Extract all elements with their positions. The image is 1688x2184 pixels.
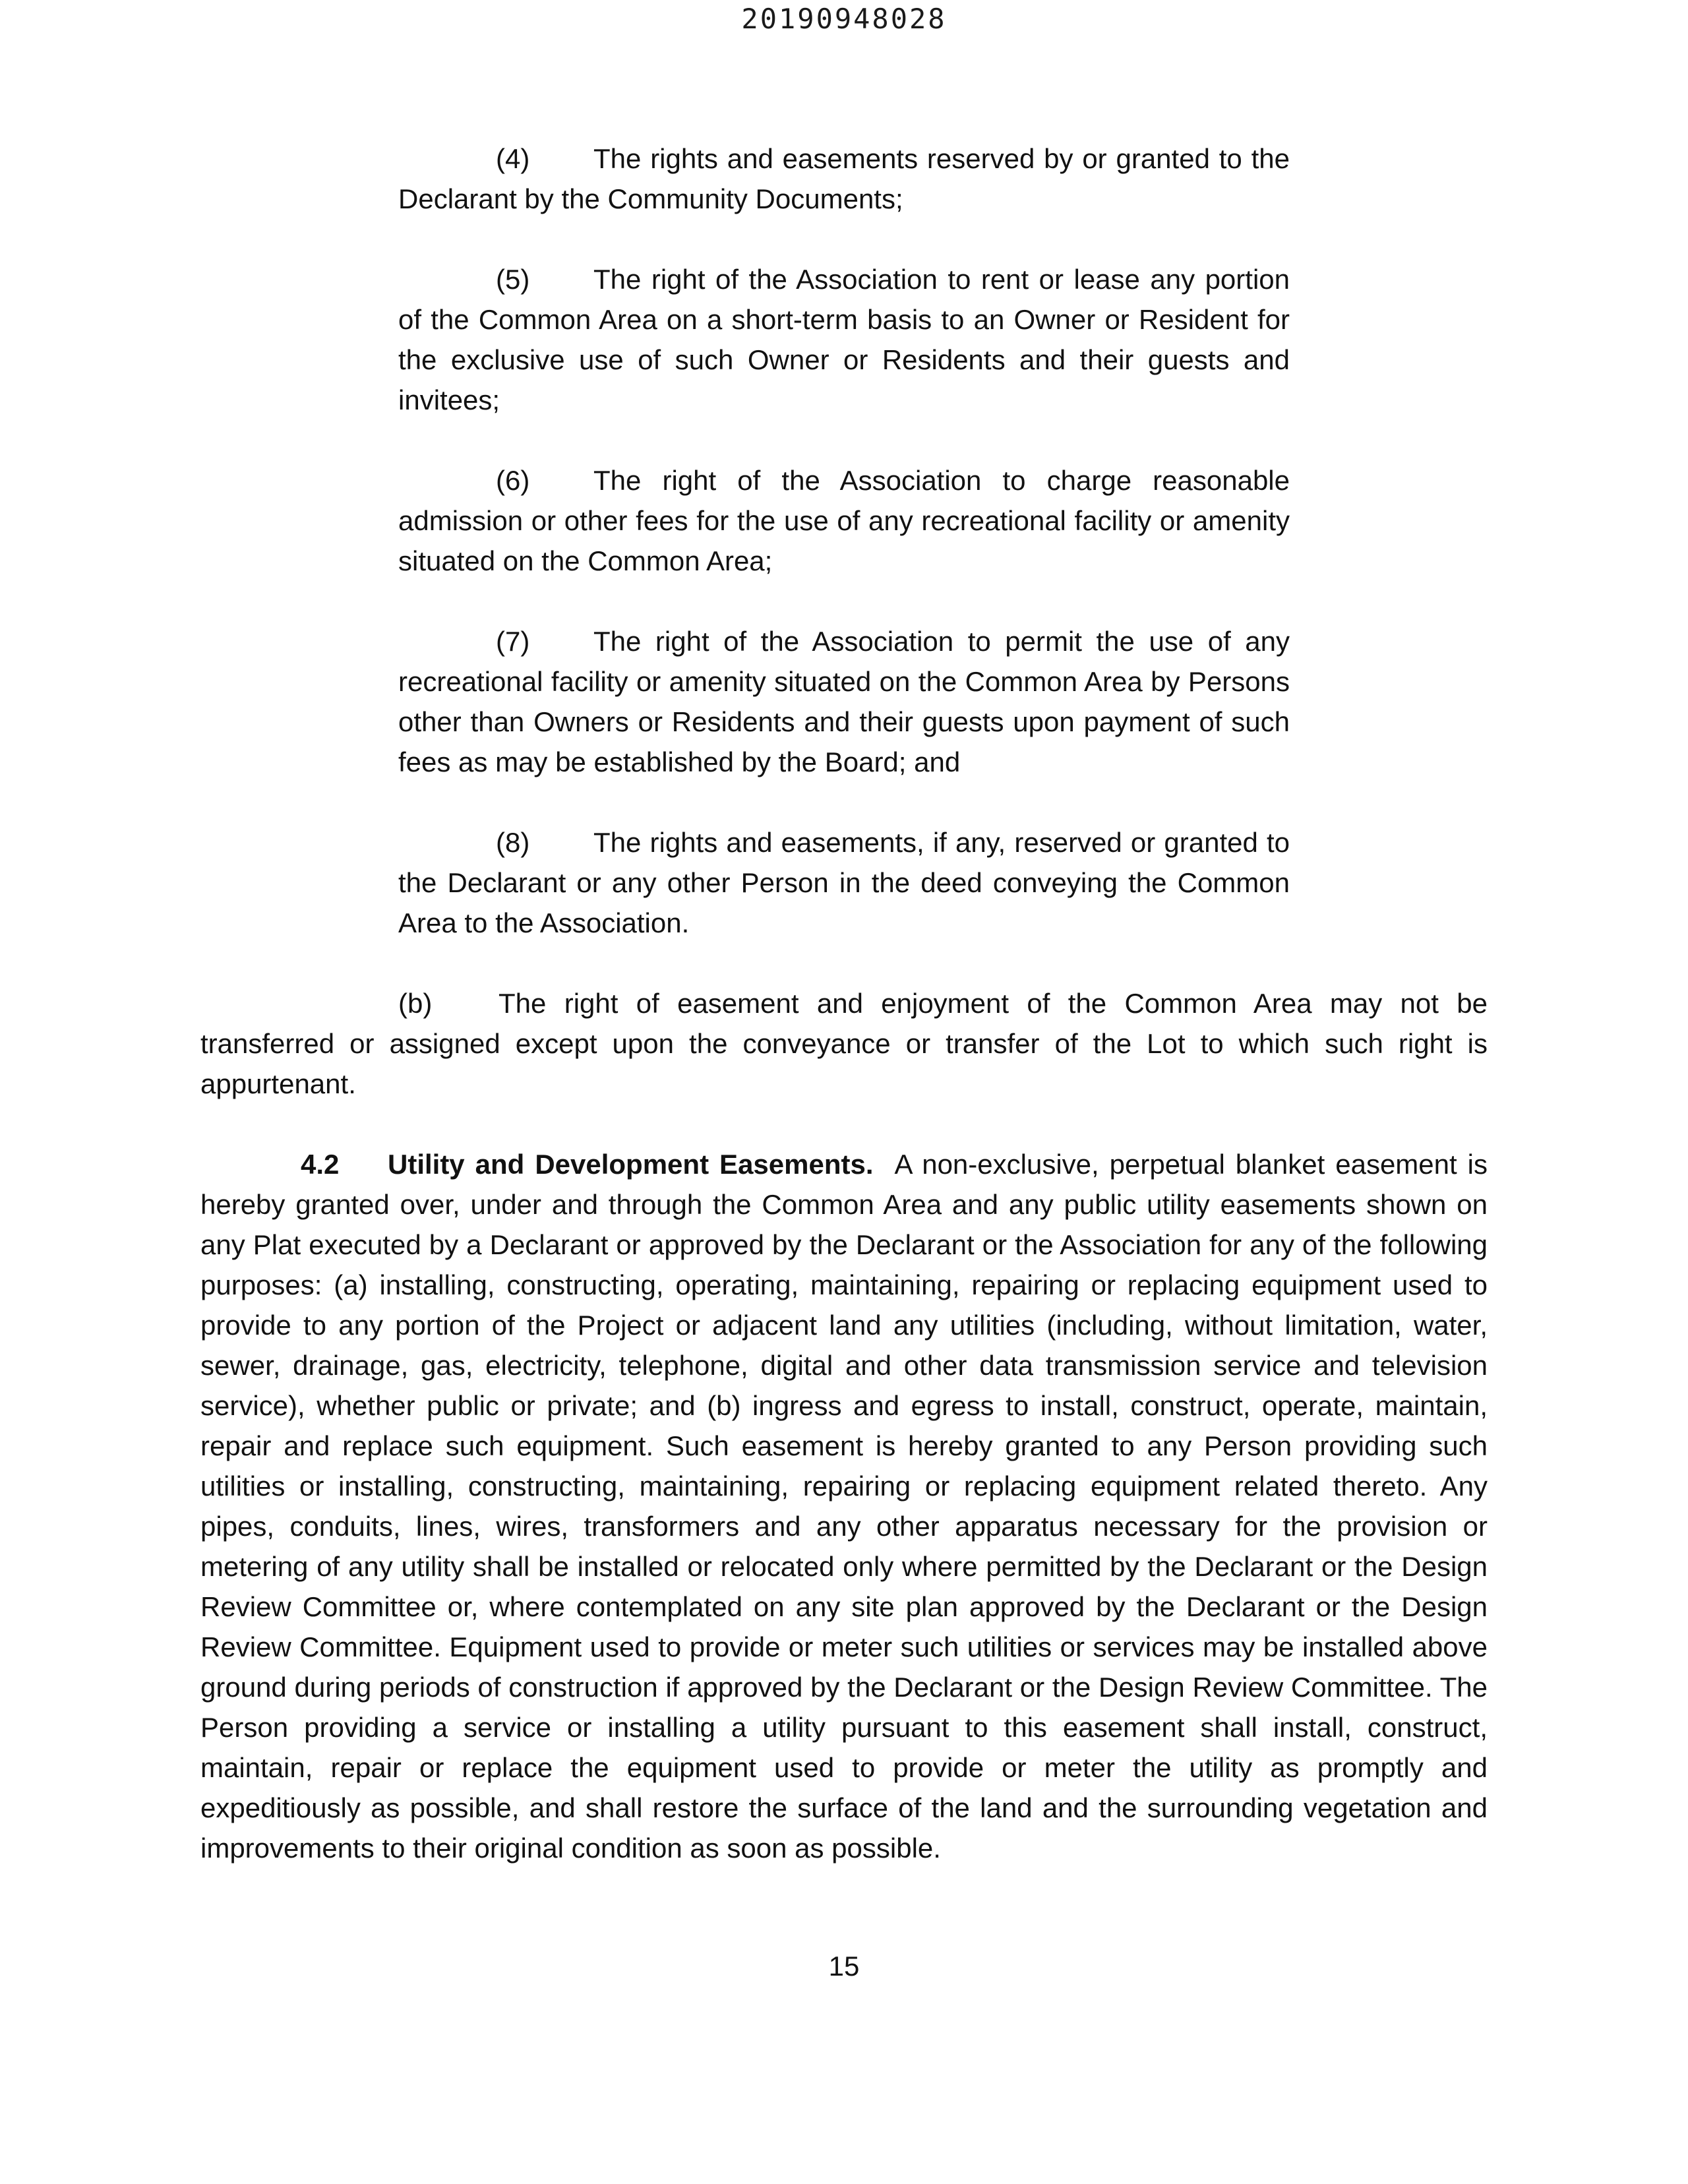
page-number: 15 [828, 1951, 860, 1982]
subsection-5 [398, 259, 1290, 420]
subsection-number: (6) [496, 465, 530, 496]
subsection-text: The right of the Association to charge reasonable admission or other fees for the use of any recreational facility or amenity situated on the Common Area; [398, 465, 1290, 576]
paragraph-text: The right of easement and enjoyment of the Common Area may not be transferred or assigned except upon the conveyance or transfer of the Lot to which such right is appurtenant. [200, 988, 1488, 1099]
section-text: A non-exclusive, perpetual blanket easement is hereby granted over, under and through the Common Area and any public utility easements shown on any Plat executed by a Declarant or approved by the Declarant or the Association for any of the following purposes: (a) installing, constructing, operating, maintaining, repairing or replacing equipment used to provide to any portion of the Project or adjacent land any utilities (including, without limitation, water, sewer, drainage, gas, electricity, telephone, digital and other data transmission service and television service), whether public or private; and (b) ingress and egress to install, construct, operate, maintain, repair and replace such equipment. Such easement is hereby granted to any Person providing such utilities or installing, constructing, maintaining, repairing or replacing equipment related thereto. Any pipes, conduits, lines, wires, transformers and any other apparatus necessary for the provision or metering of any utility shall be installed or relocated only where permitted by the Declarant or the Design Review Committee or, where contemplated on any site plan approved by the Declarant or the Design Review Committee. Equipment used to provide or meter such utilities or services may be installed above ground during periods of construction if approved by the Declarant or the Design Review Committee. The Person providing a service or installing a utility pursuant to this easement shall install, construct, maintain, repair or replace the equipment used to provide or meter the utility as promptly and expeditiously as possible, and shall restore the surface of the land and the surrounding vegetation and improvements to their original condition as soon as possible. [200, 1149, 1488, 1864]
subsection-number: (4) [496, 143, 530, 174]
section-4-2 [200, 1144, 1488, 1868]
subsection-text: The rights and easements reserved by or granted to the Declarant by the Community Documents; [398, 143, 1290, 214]
subsection-number: (5) [496, 264, 530, 295]
section-number: 4.2 [301, 1149, 340, 1180]
paragraph-b [200, 983, 1488, 1104]
subsection-number: (7) [496, 626, 530, 657]
section-title: Utility and Development Easements. [388, 1149, 874, 1180]
subsection-text: The right of the Association to rent or lease any portion of the Common Area on a short-term basis to an Owner or Resident for the exclusive use of such Owner or Residents and their guests and invitees; [398, 264, 1290, 415]
subsection-text: The rights and easements, if any, reserved or granted to the Declarant or any other Person in the deed conveying the Common Area to the Association. [398, 827, 1290, 938]
paragraph-number: (b) [398, 988, 433, 1019]
subsection-number: (8) [496, 827, 530, 858]
subsection-7 [398, 621, 1290, 782]
subsection-text: The right of the Association to permit the use of any recreational facility or amenity situated on the Common Area by Persons other than Owners or Residents and their guests upon payment of such fees as may be established by the Board; and [398, 626, 1290, 777]
subsection-4 [398, 138, 1290, 219]
subsection-6 [398, 460, 1290, 581]
subsection-8 [398, 822, 1290, 943]
document-number: 20190948028 [741, 3, 947, 35]
